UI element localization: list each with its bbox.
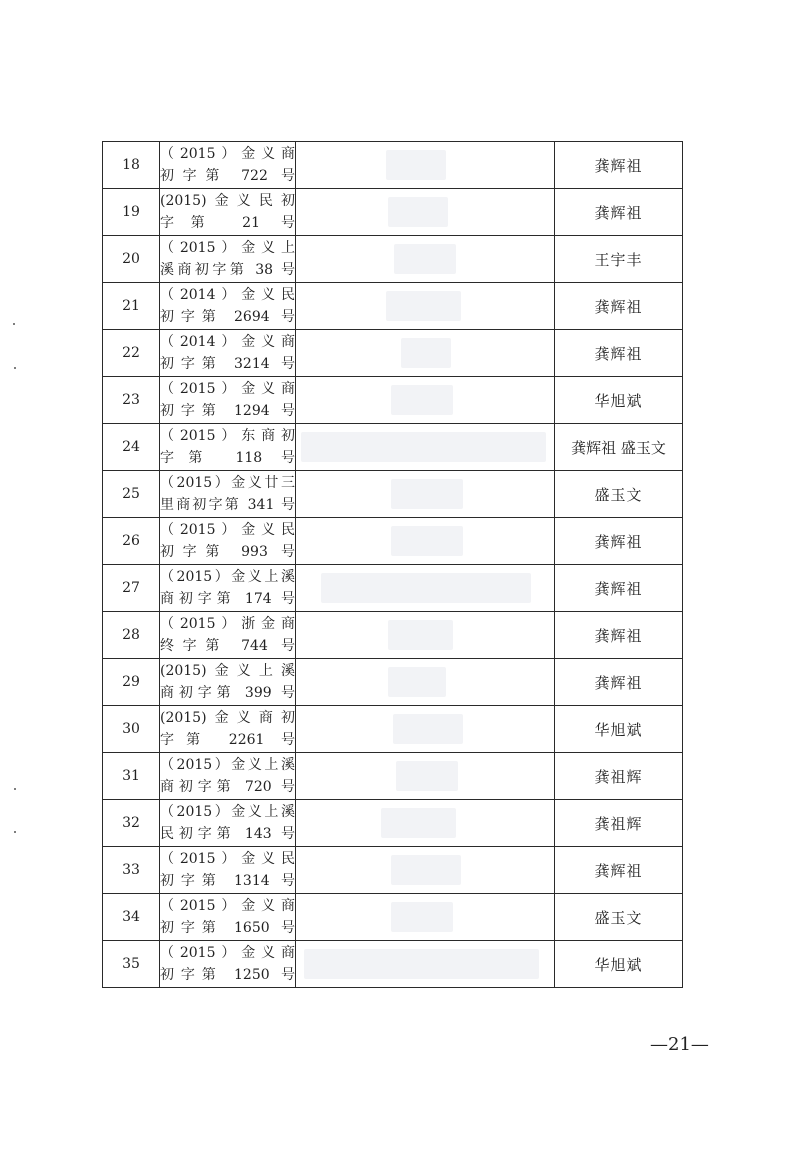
table-row	[103, 283, 683, 330]
judge-name: 龚祖辉	[555, 753, 683, 800]
redaction-block	[301, 432, 546, 462]
party-cell	[296, 800, 555, 847]
case-number: （2015）浙金商 终字第 744 号	[160, 612, 296, 659]
table-row	[103, 424, 683, 471]
judge-name: 华旭斌	[555, 941, 683, 988]
party-cell	[296, 612, 555, 659]
redaction-block	[391, 526, 463, 556]
redaction-block	[391, 385, 453, 415]
party-cell	[296, 518, 555, 565]
judge-name: 龚辉祖	[555, 612, 683, 659]
judge-name: 龚辉祖	[555, 518, 683, 565]
scan-speck	[14, 788, 16, 790]
redaction-block	[388, 667, 446, 697]
row-number: 22	[103, 330, 160, 377]
case-number: （2015）金义上溪 民初字第 143 号	[160, 800, 296, 847]
table-row	[103, 142, 683, 189]
judge-name: 盛玉文	[555, 471, 683, 518]
table-row	[103, 847, 683, 894]
case-number: （2015）金义民 初字第 993 号	[160, 518, 296, 565]
case-number: （2015）金义上 溪商初字第 38 号	[160, 236, 296, 283]
table-row	[103, 941, 683, 988]
row-number: 29	[103, 659, 160, 706]
row-number: 26	[103, 518, 160, 565]
redaction-block	[304, 949, 539, 979]
party-cell	[296, 471, 555, 518]
party-cell	[296, 894, 555, 941]
table-row	[103, 471, 683, 518]
judge-name: 华旭斌	[555, 706, 683, 753]
table-row	[103, 189, 683, 236]
row-number: 18	[103, 142, 160, 189]
row-number: 35	[103, 941, 160, 988]
judge-name: 龚辉祖	[555, 330, 683, 377]
party-cell	[296, 847, 555, 894]
row-number: 27	[103, 565, 160, 612]
table-row	[103, 518, 683, 565]
redaction-block	[386, 150, 446, 180]
table-row	[103, 706, 683, 753]
row-number: 28	[103, 612, 160, 659]
case-number: （2014）金义商 初字第 3214 号	[160, 330, 296, 377]
judge-name: 盛玉文	[555, 894, 683, 941]
party-cell	[296, 753, 555, 800]
case-number: （2015）金义廿三 里商初字第 341 号	[160, 471, 296, 518]
judge-name: 华旭斌	[555, 377, 683, 424]
judge-name: 龚辉祖	[555, 189, 683, 236]
table-row	[103, 894, 683, 941]
redaction-block	[321, 573, 531, 603]
table-row	[103, 800, 683, 847]
scan-speck	[14, 831, 16, 833]
row-number: 21	[103, 283, 160, 330]
case-number: （2014）金义民 初字第 2694 号	[160, 283, 296, 330]
redaction-block	[396, 761, 458, 791]
party-cell	[296, 142, 555, 189]
case-number: （2015）金义商 初字第 1650 号	[160, 894, 296, 941]
table-row	[103, 236, 683, 283]
judge-name: 龚辉祖	[555, 659, 683, 706]
table-row	[103, 330, 683, 377]
case-number: (2015)金义商初 字第 2261 号	[160, 706, 296, 753]
party-cell	[296, 706, 555, 753]
case-number: （2015）金义上溪 商初字第 174 号	[160, 565, 296, 612]
redaction-block	[401, 338, 451, 368]
redaction-block	[391, 902, 453, 932]
scan-speck	[13, 323, 15, 325]
row-number: 20	[103, 236, 160, 283]
row-number: 19	[103, 189, 160, 236]
row-number: 33	[103, 847, 160, 894]
party-cell	[296, 189, 555, 236]
judge-name: 王宇丰	[555, 236, 683, 283]
scan-speck	[14, 367, 16, 369]
case-number: （2015）金义商 初字第 722 号	[160, 142, 296, 189]
redaction-block	[388, 620, 453, 650]
redaction-block	[393, 714, 463, 744]
party-cell	[296, 941, 555, 988]
redaction-block	[381, 808, 456, 838]
party-cell	[296, 283, 555, 330]
row-number: 30	[103, 706, 160, 753]
table-row	[103, 753, 683, 800]
case-number: (2015)金义民初 字第 21 号	[160, 189, 296, 236]
table-row	[103, 565, 683, 612]
redaction-block	[386, 291, 461, 321]
judge-name: 龚祖辉	[555, 800, 683, 847]
judge-name: 龚辉祖	[555, 142, 683, 189]
case-table	[102, 141, 683, 988]
case-number: （2015）金义商 初字第 1294 号	[160, 377, 296, 424]
redaction-block	[391, 479, 463, 509]
party-cell	[296, 565, 555, 612]
redaction-block	[394, 244, 456, 274]
judge-name: 龚辉祖 盛玉文	[555, 424, 683, 471]
judge-name: 龚辉祖	[555, 565, 683, 612]
case-number: （2015）金义上溪 商初字第 720 号	[160, 753, 296, 800]
row-number: 23	[103, 377, 160, 424]
table-row	[103, 612, 683, 659]
judge-name: 龚辉祖	[555, 847, 683, 894]
table-row	[103, 659, 683, 706]
party-cell	[296, 424, 555, 471]
case-number: （2015）金义民 初字第 1314 号	[160, 847, 296, 894]
case-number: （2015）东商初 字第 118 号	[160, 424, 296, 471]
row-number: 24	[103, 424, 160, 471]
row-number: 34	[103, 894, 160, 941]
party-cell	[296, 330, 555, 377]
row-number: 25	[103, 471, 160, 518]
row-number: 31	[103, 753, 160, 800]
redaction-block	[388, 197, 448, 227]
page-number: —21—	[650, 1034, 709, 1055]
case-number: （2015）金义商 初字第 1250 号	[160, 941, 296, 988]
table-row	[103, 377, 683, 424]
party-cell	[296, 377, 555, 424]
judge-name: 龚辉祖	[555, 283, 683, 330]
case-number: (2015)金义上溪 商初字第 399 号	[160, 659, 296, 706]
row-number: 32	[103, 800, 160, 847]
party-cell	[296, 659, 555, 706]
party-cell	[296, 236, 555, 283]
redaction-block	[391, 855, 461, 885]
